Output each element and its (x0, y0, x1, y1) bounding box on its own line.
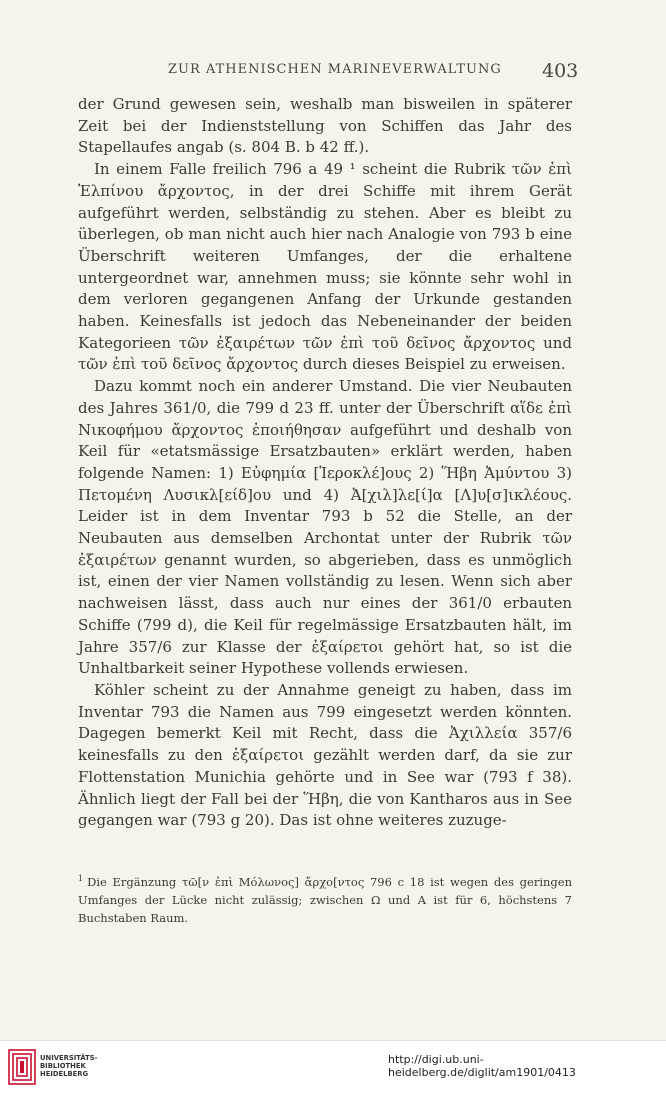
library-name: UNIVERSITÄTS- BIBLIOTHEK HEIDELBERG (40, 1054, 98, 1078)
body-text (78, 94, 572, 832)
paragraph-4: Köhler scheint zu der Annahme geneigt zu haben, dass im Inventar 793 die Namen aus 799 eingesetzt werden könnten. Dagegen bemerkt Keil mit Recht, dass die Ἀχιλλεία 357/6 keinesfalls zu den ἐξαίρετοι gezählt werden darf, da sie zur Flottenstation Munichia gehörte und in See war (793 f 38). Ähnlich liegt der Fall bei der Ἥβη, die von Kantharos aus in See gegangen war (793 g 20). Das ist ohne weiteres zuzuge- (78, 680, 572, 830)
footnote-mark: 1 (78, 874, 84, 883)
library-logo-icon (8, 1049, 36, 1085)
footnote-text: Die Ergänzung τῶ[ν ἐπὶ Μόλωνος] ἄρχο[ντος 796 c 18 ist wegen des geringen Umfanges der Lücke nicht zulässig; zwischen Ω und A ist für 6, höchstens 7 Buchstaben Raum. (78, 874, 572, 925)
running-title: ZUR ATHENISCHEN MARINEVERWALTUNG (168, 62, 502, 77)
footnote (78, 870, 572, 927)
digitization-footer (0, 1040, 666, 1095)
page-header (0, 58, 666, 88)
source-url-link[interactable]: http://digi.ub.uni-heidelberg.de/diglit/am1901/0413 (388, 1053, 576, 1079)
paragraph-3: Dazu kommt noch ein anderer Umstand. Die vier Neubauten des Jahres 361/0, die 799 d 23 ff. unter der Überschrift αἵδε ἐπὶ Νικοφήμου ἄρχοντος ἐποιήθησαν aufgeführt und deshalb von Keil für «etatsmässige Ersatzbauten» erklärt werden, haben folgende Namen: 1) Εὐφημία [Ἱεροκλέ]ους 2) Ἥβη Ἀμύντου 3) Πετομένη Λυσικλ[είδ]ου und 4) Ἀ[χιλ]λε[ί]α [Λ]υ[σ]ικλέους. Leider ist in dem Inventar 793 b 52 die Stelle, an der Neubauten aus demselben Archontat unter der Rubrik τῶν ἐξαιρέτων genannt wurden, so abgerieben, dass es unmöglich ist, einen der vier Namen vollständig zu lesen. Wenn sich aber nachweisen lässt, dass auch nur eines der 361/0 erbauten Schiffe (799 d), die Keil für regelmässige Ersatzbauten hält, im Jahre 357/6 zur Klasse der ἐξαίρετοι gehört hat, so ist die Unhaltbarkeit seiner Hypothese vollends erwiesen. (78, 377, 572, 678)
paragraph-2: In einem Falle freilich 796 a 49 ¹ scheint die Rubrik τῶν ἐπὶ Ἐλπίνου ἄρχοντος, in der drei Schiffe mit ihrem Gerät aufgeführt werden, selbständig zu stehen. Aber es bleibt zu überlegen, ob man nicht auch hier nach Analogie von 793 b eine Überschrift weiteren Umfanges, der die erhaltene untergeordnet war, annehmen muss; sie könnte sehr wohl in dem verloren gegangenen Anfang der Urkunde gestanden haben. Keinesfalls ist jedoch das Nebeneinander der beiden Kategorieen τῶν ἐξαιρέτων τῶν ἐπὶ τοῦ δεῖνος ἄρχοντος und τῶν ἐπὶ τοῦ δεῖνος ἄρχοντος durch dieses Beispiel zu erweisen. (78, 160, 572, 374)
page-number: 403 (542, 60, 579, 82)
paragraph-1: der Grund gewesen sein, weshalb man bisweilen in späterer Zeit bei der Indienststellung von Schiffen das Jahr des Stapellaufes angab (s. 804 B. b 42 ff.). (78, 95, 572, 157)
